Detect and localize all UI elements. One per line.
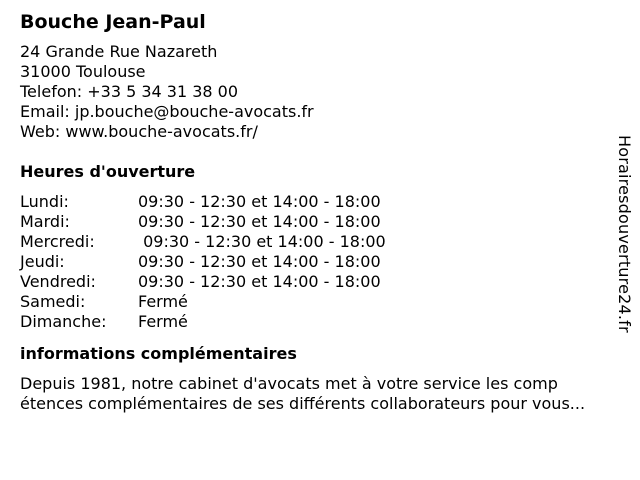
web-text: Web: www.bouche-avocats.fr/ xyxy=(20,122,258,141)
business-card xyxy=(20,10,620,414)
info-heading: informations complémentaires xyxy=(20,344,297,363)
day-label: Samedi: xyxy=(20,292,86,311)
hours-row xyxy=(20,232,620,252)
day-hours: Fermé xyxy=(138,292,188,311)
hours-row xyxy=(20,292,620,312)
day-hours: 09:30 - 12:30 et 14:00 - 18:00 xyxy=(138,252,381,271)
phone-text: Telefon: +33 5 34 31 38 00 xyxy=(20,82,239,101)
day-hours: Fermé xyxy=(138,312,188,331)
business-name: Bouche Jean-Paul xyxy=(20,11,206,33)
hours-row xyxy=(20,212,620,232)
day-label: Dimanche: xyxy=(20,312,107,331)
day-label: Jeudi: xyxy=(20,252,65,271)
hours-heading: Heures d'ouverture xyxy=(20,162,196,181)
hours-row xyxy=(20,192,620,212)
hours-row xyxy=(20,312,620,332)
city-address: 31000 Toulouse xyxy=(20,62,146,81)
day-label: Mercredi: xyxy=(20,232,95,251)
day-label: Vendredi: xyxy=(20,272,96,291)
day-label: Lundi: xyxy=(20,192,69,211)
day-hours: 09:30 - 12:30 et 14:00 - 18:00 xyxy=(138,272,381,291)
day-hours: 09:30 - 12:30 et 14:00 - 18:00 xyxy=(138,212,381,231)
day-hours: 09:30 - 12:30 et 14:00 - 18:00 xyxy=(138,192,381,211)
hours-row xyxy=(20,252,620,272)
contact-block xyxy=(20,42,620,142)
site-watermark: Horairesdouverture24.fr xyxy=(615,135,634,333)
street-address: 24 Grande Rue Nazareth xyxy=(20,42,218,61)
info-text xyxy=(20,374,640,414)
info-line: étences complémentaires de ses différents collaborateurs pour vous... xyxy=(20,394,586,413)
hours-table xyxy=(20,192,620,332)
day-hours: 09:30 - 12:30 et 14:00 - 18:00 xyxy=(138,232,386,251)
hours-row xyxy=(20,272,620,292)
email-text: Email: jp.bouche@bouche-avocats.fr xyxy=(20,102,314,121)
day-label: Mardi: xyxy=(20,212,70,231)
info-line: Depuis 1981, notre cabinet d'avocats met à votre service les comp xyxy=(20,374,558,393)
